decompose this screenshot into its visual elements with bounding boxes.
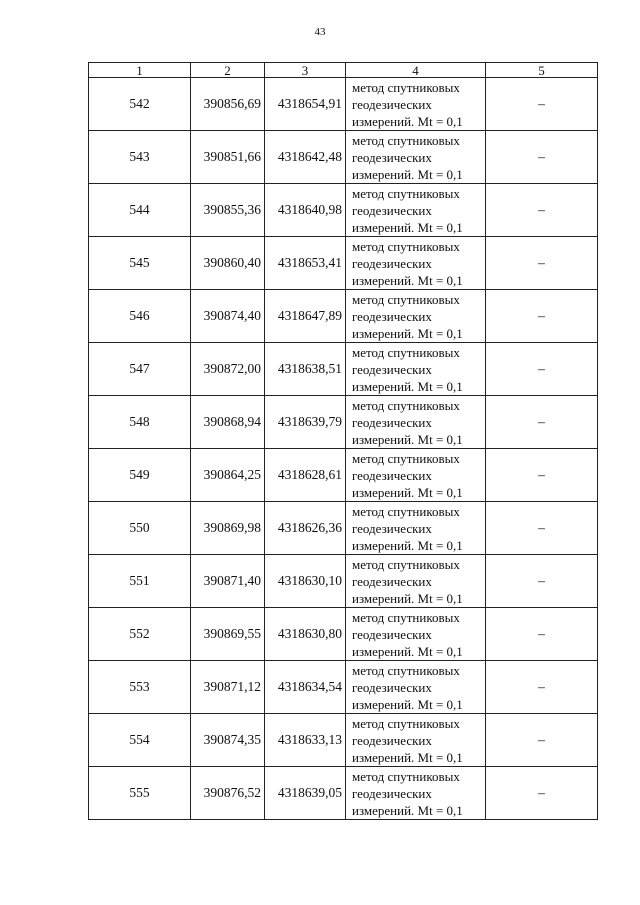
method-line: измерений. Mt = 0,1 <box>352 484 463 500</box>
method-cell <box>346 767 486 820</box>
method-line: измерений. Mt = 0,1 <box>352 325 463 341</box>
x-coordinate-cell: 390860,40 <box>191 237 265 290</box>
y-coordinate-cell: 4318630,80 <box>265 608 346 661</box>
x-coordinate-cell: 390855,36 <box>191 184 265 237</box>
table-header <box>89 63 598 78</box>
method-line: метод спутниковых <box>352 397 460 413</box>
y-coordinate-cell: 4318628,61 <box>265 449 346 502</box>
table-row <box>89 396 598 449</box>
y-coordinate-cell: 4318654,91 <box>265 78 346 131</box>
method-line: геодезических <box>352 96 432 112</box>
point-number-cell: 554 <box>89 714 191 767</box>
table-row <box>89 767 598 820</box>
method-line: геодезических <box>352 520 432 536</box>
note-cell: – <box>486 184 598 237</box>
point-number-cell: 549 <box>89 449 191 502</box>
method-line: измерений. Mt = 0,1 <box>352 166 463 182</box>
header-col-2: 2 <box>191 63 265 78</box>
point-number-cell: 543 <box>89 131 191 184</box>
note-cell: – <box>486 131 598 184</box>
x-coordinate-cell: 390869,55 <box>191 608 265 661</box>
method-line: метод спутниковых <box>352 344 460 360</box>
table-row <box>89 131 598 184</box>
note-cell: – <box>486 714 598 767</box>
method-line: геодезических <box>352 467 432 483</box>
point-number-cell: 547 <box>89 343 191 396</box>
note-cell: – <box>486 396 598 449</box>
method-line: геодезических <box>352 308 432 324</box>
method-line: геодезических <box>352 361 432 377</box>
method-cell <box>346 184 486 237</box>
method-line: геодезических <box>352 414 432 430</box>
note-cell: – <box>486 343 598 396</box>
y-coordinate-cell: 4318638,51 <box>265 343 346 396</box>
method-line: геодезических <box>352 202 432 218</box>
table-row <box>89 661 598 714</box>
header-col-1: 1 <box>89 63 191 78</box>
note-cell: – <box>486 502 598 555</box>
method-line: метод спутниковых <box>352 238 460 254</box>
method-line: геодезических <box>352 785 432 801</box>
x-coordinate-cell: 390868,94 <box>191 396 265 449</box>
method-line: геодезических <box>352 255 432 271</box>
point-number-cell: 546 <box>89 290 191 343</box>
header-col-4: 4 <box>346 63 486 78</box>
method-line: геодезических <box>352 679 432 695</box>
method-cell <box>346 661 486 714</box>
table-row <box>89 184 598 237</box>
note-cell: – <box>486 449 598 502</box>
method-line: метод спутниковых <box>352 715 460 731</box>
method-line: измерений. Mt = 0,1 <box>352 590 463 606</box>
method-line: измерений. Mt = 0,1 <box>352 272 463 288</box>
method-line: геодезических <box>352 573 432 589</box>
y-coordinate-cell: 4318634,54 <box>265 661 346 714</box>
table-row <box>89 555 598 608</box>
table-row <box>89 502 598 555</box>
method-line: измерений. Mt = 0,1 <box>352 537 463 553</box>
method-line: измерений. Mt = 0,1 <box>352 431 463 447</box>
method-cell <box>346 343 486 396</box>
method-cell <box>346 714 486 767</box>
method-cell <box>346 237 486 290</box>
method-line: метод спутниковых <box>352 556 460 572</box>
method-cell <box>346 555 486 608</box>
header-row <box>89 63 598 78</box>
table-row <box>89 608 598 661</box>
method-line: метод спутниковых <box>352 768 460 784</box>
method-line: метод спутниковых <box>352 662 460 678</box>
method-line: метод спутниковых <box>352 291 460 307</box>
method-line: измерений. Mt = 0,1 <box>352 696 463 712</box>
method-line: метод спутниковых <box>352 185 460 201</box>
point-number-cell: 551 <box>89 555 191 608</box>
table-row <box>89 343 598 396</box>
x-coordinate-cell: 390871,12 <box>191 661 265 714</box>
x-coordinate-cell: 390869,98 <box>191 502 265 555</box>
method-line: измерений. Mt = 0,1 <box>352 802 463 818</box>
coordinates-table <box>88 62 598 820</box>
note-cell: – <box>486 661 598 714</box>
method-line: метод спутниковых <box>352 503 460 519</box>
y-coordinate-cell: 4318642,48 <box>265 131 346 184</box>
header-col-3: 3 <box>265 63 346 78</box>
x-coordinate-cell: 390856,69 <box>191 78 265 131</box>
method-line: метод спутниковых <box>352 132 460 148</box>
method-line: геодезических <box>352 149 432 165</box>
method-line: измерений. Mt = 0,1 <box>352 643 463 659</box>
x-coordinate-cell: 390876,52 <box>191 767 265 820</box>
point-number-cell: 553 <box>89 661 191 714</box>
method-line: измерений. Mt = 0,1 <box>352 378 463 394</box>
table-row <box>89 290 598 343</box>
y-coordinate-cell: 4318630,10 <box>265 555 346 608</box>
y-coordinate-cell: 4318626,36 <box>265 502 346 555</box>
point-number-cell: 555 <box>89 767 191 820</box>
table-row <box>89 237 598 290</box>
table-row <box>89 78 598 131</box>
method-cell <box>346 502 486 555</box>
method-cell <box>346 290 486 343</box>
y-coordinate-cell: 4318647,89 <box>265 290 346 343</box>
point-number-cell: 548 <box>89 396 191 449</box>
point-number-cell: 545 <box>89 237 191 290</box>
point-number-cell: 544 <box>89 184 191 237</box>
method-cell <box>346 131 486 184</box>
method-line: геодезических <box>352 732 432 748</box>
method-line: метод спутниковых <box>352 609 460 625</box>
x-coordinate-cell: 390874,40 <box>191 290 265 343</box>
y-coordinate-cell: 4318653,41 <box>265 237 346 290</box>
method-line: метод спутниковых <box>352 79 460 95</box>
y-coordinate-cell: 4318633,13 <box>265 714 346 767</box>
table-row <box>89 714 598 767</box>
note-cell: – <box>486 78 598 131</box>
table-body <box>89 78 598 820</box>
method-line: измерений. Mt = 0,1 <box>352 113 463 129</box>
method-cell <box>346 449 486 502</box>
method-line: измерений. Mt = 0,1 <box>352 749 463 765</box>
y-coordinate-cell: 4318640,98 <box>265 184 346 237</box>
point-number-cell: 552 <box>89 608 191 661</box>
header-col-5: 5 <box>486 63 598 78</box>
method-line: измерений. Mt = 0,1 <box>352 219 463 235</box>
method-cell <box>346 78 486 131</box>
point-number-cell: 550 <box>89 502 191 555</box>
note-cell: – <box>486 555 598 608</box>
y-coordinate-cell: 4318639,05 <box>265 767 346 820</box>
note-cell: – <box>486 767 598 820</box>
note-cell: – <box>486 237 598 290</box>
x-coordinate-cell: 390872,00 <box>191 343 265 396</box>
method-cell <box>346 396 486 449</box>
point-number-cell: 542 <box>89 78 191 131</box>
y-coordinate-cell: 4318639,79 <box>265 396 346 449</box>
x-coordinate-cell: 390874,35 <box>191 714 265 767</box>
method-line: геодезических <box>352 626 432 642</box>
x-coordinate-cell: 390851,66 <box>191 131 265 184</box>
method-cell <box>346 608 486 661</box>
method-line: метод спутниковых <box>352 450 460 466</box>
note-cell: – <box>486 290 598 343</box>
note-cell: – <box>486 608 598 661</box>
table-row <box>89 449 598 502</box>
page-number: 43 <box>314 26 326 38</box>
x-coordinate-cell: 390864,25 <box>191 449 265 502</box>
x-coordinate-cell: 390871,40 <box>191 555 265 608</box>
